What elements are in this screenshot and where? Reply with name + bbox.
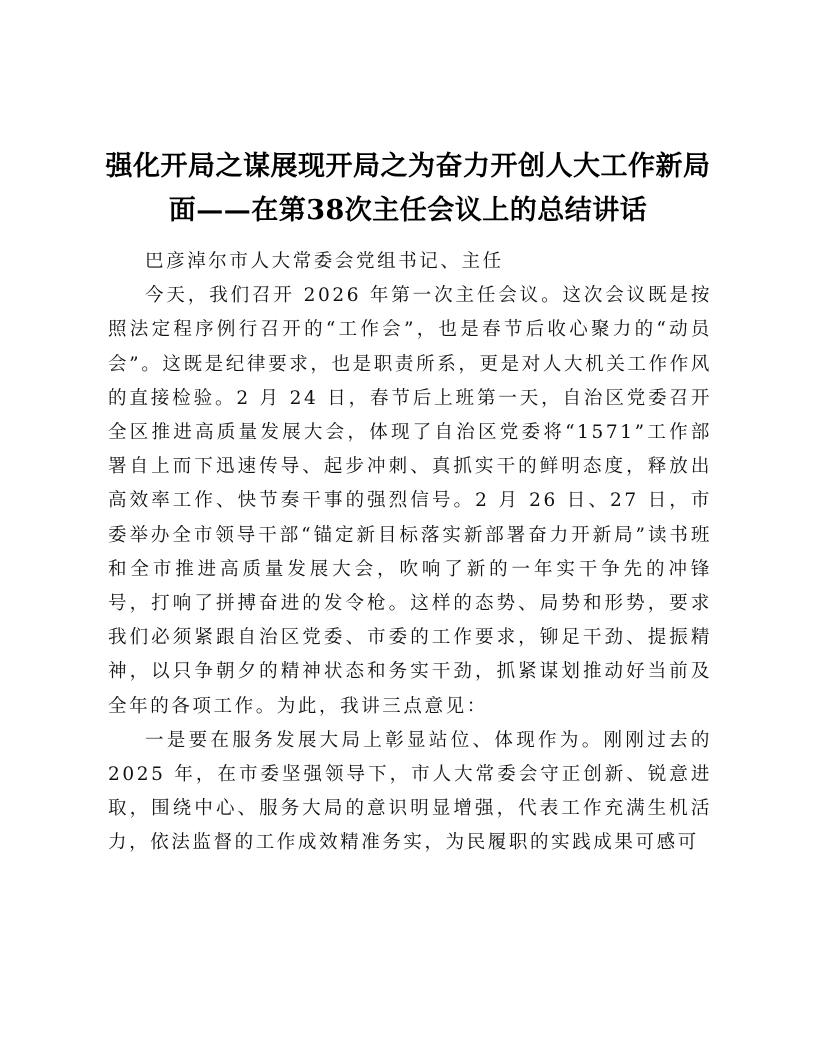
body-paragraph: 一是要在服务发展大局上彰显站位、体现作为。刚刚过去的 2025 年，在市委坚强领导下，市人大常委会守正创新、锐意进取，围绕中心、服务大局的意识明显增强，代表工作充满生机活力，依法监督的工作成效精准务实，为民履职的实践成果可感可 <box>108 729 712 854</box>
author-line: 巴彦淖尔市人大常委会党组书记、主任 <box>145 251 504 272</box>
document-title: 强化开局之谋展现开局之为奋力开创人大工作新局面——在第38次主任会议上的总结讲话 <box>105 151 711 226</box>
body-paragraph: 今天，我们召开 2026 年第一次主任会议。这次会议既是按照法定程序例行召开的“工作会”，也是春节后收心聚力的“动员会”。这既是纪律要求，也是职责所系，更是对人大机关工作作风的直接检验。2 月 24 日，春节后上班第一天，自治区党委召开全区推进高质量发展大会，体现了自治区党委将“1571”工作部署自上而下迅速传导、起步冲刺、真抓实干的鲜明态度，释放出高效率工作、快节奏干事的强烈信号。2 月 26 日、27 日，市委举办全市领导干部“锚定新目标落实新部署奋力开新局”读书班和全市推进高质量发展大会，吹响了新的一年实干争先的冲锋号，打响了拼搏奋进的发令枪。这样的态势、局势和形势，要求我们必须紧跟自治区党委、市委的工作要求，铆足干劲、提振精神，以只争朝夕的精神状态和务实干劲，抓紧谋划推动好当前及全年的各项工作。为此，我讲三点意见： <box>108 285 712 717</box>
document-body <box>108 245 712 861</box>
